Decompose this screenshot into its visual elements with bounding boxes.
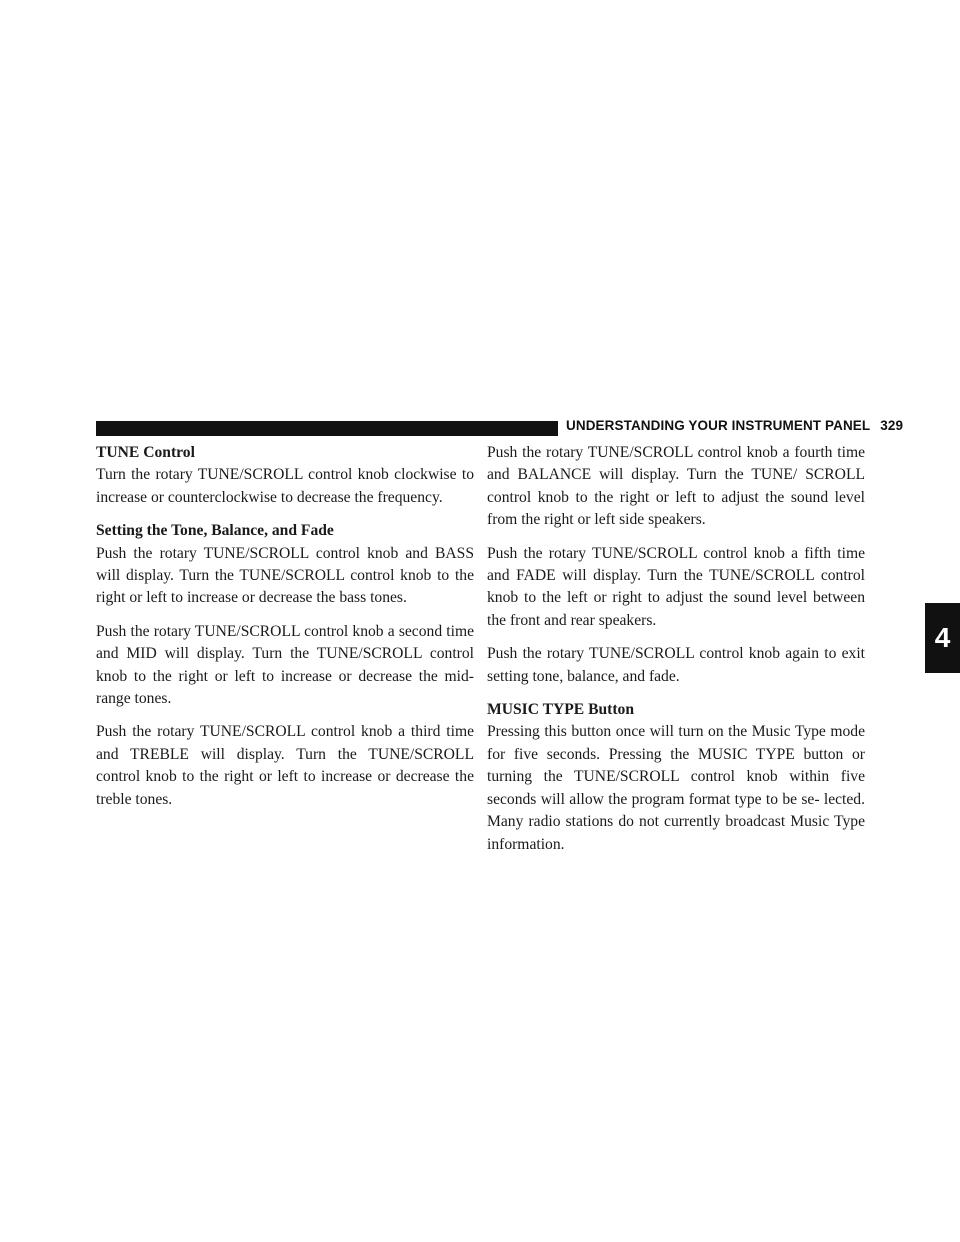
page-number: 329 [880,418,904,433]
exit-paragraph: Push the rotary TUNE/SCROLL control knob again to exit setting tone, balance, and fade. [487,645,865,685]
music-type-paragraph: Pressing this button once will turn on the Music Type mode for five seconds. Pressing the MUSIC TYPE button or turning the TUNE/SCROLL control knob within five seconds will allow the program format type to be se- lected. Many radio stations do not currently broadcast Music Type information. [487,723,865,853]
right-column [487,442,865,867]
music-type-heading: MUSIC TYPE Button [487,701,635,719]
tone-paragraph: Push the rotary TUNE/SCROLL control knob and BASS will display. Turn the TUNE/SCROLL control knob to the right or left to increase or decrease the bass tones. [96,544,474,607]
left-column [96,442,474,822]
tone-heading: Setting the Tone, Balance, and Fade [96,522,334,540]
music-type-section [487,699,865,856]
tune-paragraph: Turn the rotary TUNE/SCROLL control knob clockwise to increase or counterclockwise to decrease the frequency. [96,466,474,506]
tune-section [96,442,474,509]
chapter-number: 4 [934,622,951,653]
mid-paragraph: Push the rotary TUNE/SCROLL control knob a second time and MID will display. Turn the TUNE/SCROLL control knob to the right or left to increase or decrease the mid-range tones. [96,622,474,708]
balance-paragraph: Push the rotary TUNE/SCROLL control knob a fourth time and BALANCE will display. Turn the TUNE/ SCROLL control knob to the right or left to adjust the sound level from the right or left side speakers. [487,444,865,529]
fade-paragraph: Push the rotary TUNE/SCROLL control knob a fifth time and FADE will display. Turn the TUNE/SCROLL control knob to the left or right to adjust the sound level between the front and rear speakers. [487,544,865,629]
header-bar [96,421,558,436]
chapter-tab [925,603,960,673]
treble-paragraph: Push the rotary TUNE/SCROLL control knob a third time and TREBLE will display. Turn the TUNE/SCROLL control knob to the right or left to increase or decrease the treble tones. [96,723,474,808]
tune-heading: TUNE Control [96,444,195,461]
header-title: UNDERSTANDING YOUR INSTRUMENT PANEL [566,418,871,433]
tone-section [96,520,474,610]
running-header [566,418,903,433]
